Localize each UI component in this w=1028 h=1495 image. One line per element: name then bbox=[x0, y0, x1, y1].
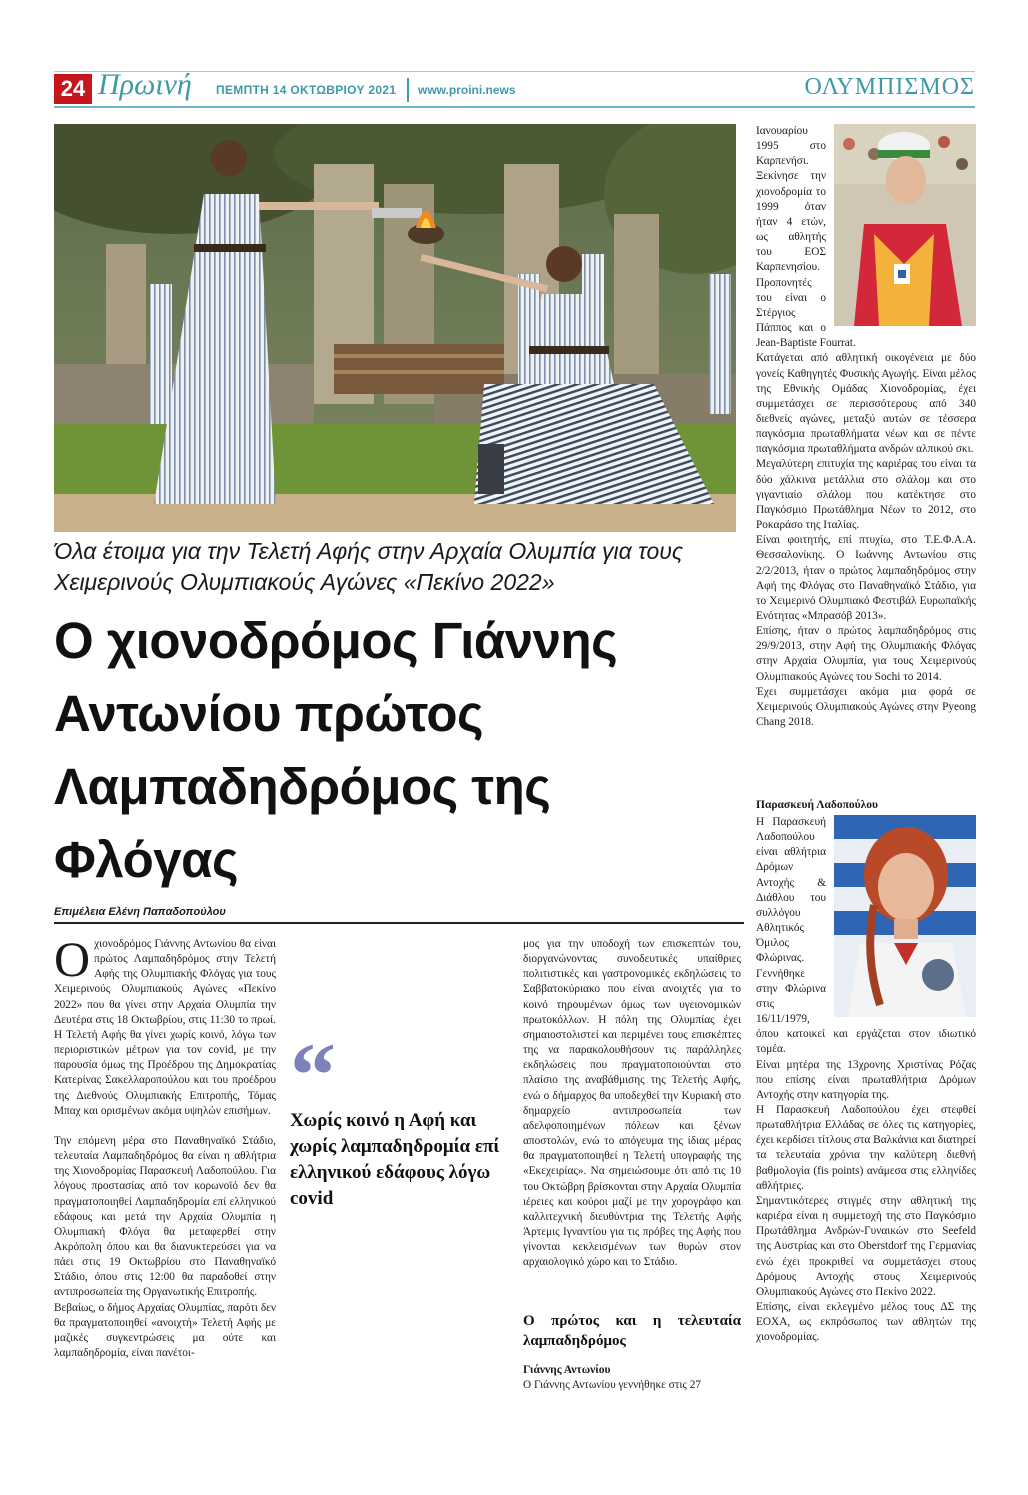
header-separator bbox=[407, 78, 409, 102]
page-number: 24 bbox=[54, 74, 92, 104]
paragraph: Είναι μητέρα της 13χρονης Χριστίνας Ρόζας που επίσης είναι πρωταθλήτρια Δρόμων Αντοχής στην κατηγορία της. bbox=[756, 1058, 976, 1101]
photo-paraskevi-ladopoulou bbox=[834, 815, 976, 1017]
article-headline: Ο χιονοδρόμος Γιάννης Αντωνίου πρώτος Λαμπαδηδρόμος της Φλόγας bbox=[54, 612, 618, 888]
photo-giannis-antoniou bbox=[834, 124, 976, 326]
paragraph: Την επόμενη μέρα στο Παναθηναϊκό Στάδιο, τελευταία Λαμπαδηδρόμος θα είναι η αθλήτρια της Χιονοδρομίας Παρασκευή Λαδοπούλου. Για λόγους προστασίας από τον κορωνοϊό δεν θα πραγματοποιηθεί Λαμπαδηδρομία επί ελληνικού εδάφους και μετά την Αρχαία Ολυμπία η Ολυμπιακή Φλόγα θα μεταφερθεί στην Ακρόπολη όπου και θα διανυκτερεύσει για να πάει στις 19 Οκτωβρίου στο Παναθηναϊκό Στάδιο, όπου στις 12:00 θα παραδοθεί στην αντιπροσωπεία της Οργανωτικής Επιτροπής. bbox=[54, 1134, 276, 1299]
article-byline: Επιμέλεια Ελένη Παπαδοπούλου bbox=[54, 906, 226, 918]
masthead-logo: Πρωινή bbox=[98, 68, 192, 101]
body-column-1 bbox=[54, 937, 276, 1417]
paragraph: Έχει συμμετάσχει ακόμα μια φορά σε Χειμερινούς Ολυμπιακούς Αγώνες στην Pyeong Chang 2018. bbox=[756, 685, 976, 729]
page-header bbox=[54, 68, 975, 106]
body-column-3-bottom bbox=[756, 798, 976, 1424]
byline-rule bbox=[54, 922, 744, 924]
quote-mark-icon: “ bbox=[290, 1024, 336, 1126]
article-kicker: Όλα έτοιμα για την Τελετή Αφής στην Αρχαία Ολυμπία για τους Χειμερινούς Ολυμπιακούς Αγώνες «Πεκίνο 2022» bbox=[54, 538, 684, 595]
header-rule bbox=[54, 106, 975, 108]
paragraph: Είναι φοιτητής, επί πτυχίω, στο Τ.Ε.Φ.Α.Α. Θεσσαλονίκης. Ο Ιωάννης Αντωνίου στις 2/2/2013, ήταν ο πρώτος λαμπαδηδρόμος στην Αφή της Φλόγας στο Παναθηναϊκό Στάδιο, για το Χειμερινό Ολυμπιακό Φεστιβάλ Ευρωπαϊκής Ενότητας «Μπρασόβ 2013». bbox=[756, 534, 976, 622]
paragraph: Η Παρασκευή Λαδοπούλου είναι αθλήτρια Δρόμων Αντοχής & Διάθλου του συλλόγου Αθλητικός Όμιλος Φλώρινας. Γεννήθηκε στην Φλώρινα στις 16/11/1979, όπου κατοικεί και εργάζεται στον ιδιωτικό τομέα. bbox=[756, 816, 976, 1056]
issue-date: ΠΕΜΠΤΗ 14 ΟΚΤΩΒΡΙΟΥ 2021 bbox=[216, 83, 397, 97]
paragraph: Η Παρασκευή Λαδοπούλου έχει στεφθεί πρωταθλήτρια Ελλάδας σε όλες τις κατηγορίες, έχει κερδίσει τίτλους στα Βαλκάνια και διατηρεί τα τελευταία χρόνια την καλύτερη διεθνή βαθμολογία (fis points) ανάμεσα στις ελληνίδες αθλήτριες. bbox=[756, 1103, 976, 1192]
body-column-2 bbox=[523, 937, 741, 1393]
paragraph: Σημαντικότερες στιγμές στην αθλητική της καριέρα είναι η συμμετοχή της στο Παγκόσμιο Πρωτάθλημα Ανδρών-Γυναικών στο Seefeld της Αυστρίας και στο Oberstdorf της Γερμανίας ενώ έχει προκριθεί να συμμετάσχει στους Δρόμους Αντοχής στους Χειμερινούς Ολυμπιακούς Αγώνες στο Πεκίνο 2022. bbox=[756, 1194, 976, 1298]
pull-quote bbox=[290, 1024, 510, 1212]
paragraph-text: χιονοδρόμος Γιάννης Αντωνίου θα είναι πρώτος Λαμπαδηδρόμος στην Τελετή Αφής της Ολυμπιακής Φλόγας για τους Χειμερινούς Ολυμπιακούς Αγώνες «Πεκίνο 2022» που θα γίνει στην Αρχαία Ολυμπία την Δευτέρα στις 18 Οκτωβρίου, στις 11:30 το πρωί. Η Τελετή Αφής θα γίνει χωρίς κοινό, λόγω των περιοριστικών μέτρων για τον covid, με την παρουσία όμως της Προέδρου της Δημοκρατίας Κατερίνας Σακελλαροπούλου και του προέδρου της Διεθνούς Ολυμπιακής Επιτροπής, Τόμας Μπαχ και ορισμένων ακόμα υψηλών επισήμων. bbox=[54, 938, 276, 1117]
paragraph: Κατάγεται από αθλητική οικογένεια με δύο γονείς Καθηγητές Φυσικής Αγωγής. Είναι μέλος της Εθνικής Ομάδας Χιονοδρομίας, έχει συμμετάσχει σε περισσότερους από 340 διεθνείς αγώνες, μεταξύ αυτών σε τέσσερα παγκόσμια πρωταθλήματα νέων και σε πέντε παγκόσμια πρωταθλήματα ανδρών αλπικού σκι. bbox=[756, 352, 976, 456]
pull-quote-text: Χωρίς κοινό η Αφή και χωρίς λαμπαδηδρομία επί ελληνικού εδάφους λόγω covid bbox=[290, 1110, 500, 1209]
main-photo-flame-ceremony bbox=[54, 124, 736, 532]
athlete-name-heading: Παρασκευή Λαδοπούλου bbox=[756, 799, 878, 811]
drop-cap: Ο bbox=[54, 937, 91, 987]
paragraph: Επίσης, είναι εκλεγμένο μέλος τους ΔΣ της ΕΟΧΑ, ως εκπρόσωπος των αθλητών της χιονοδρομίας. bbox=[756, 1301, 976, 1344]
website-url: www.proini.news bbox=[418, 83, 516, 97]
section-title: ΟΛΥΜΠΙΣΜΟΣ bbox=[804, 74, 975, 100]
athlete-name-heading: Γιάννης Αντωνίου bbox=[523, 1364, 611, 1376]
body-column-3-top bbox=[756, 124, 976, 766]
paragraph: Μεγαλύτερη επιτυχία της καριέρας του είναι τα δύο χάλκινα μετάλλια στο σλάλομ και στο γιγαντιαίο σλάλομ που κατέκτησε στο Παγκόσμιο Πρωτάθλημα Νέων το 2012, στο Ροκαράσο της Ιταλίας. bbox=[756, 458, 976, 532]
paragraph: μος για την υποδοχή των επισκεπτών του, διοργανώνοντας συνοδευτικές υπαίθριες πολιτιστικές και γαστρονομικές εκδηλώσεις το Σαββατοκύριακο που είναι ανοιχτές για το κοινό τηρουμένων όμως των υγειονομικών πρωτοκόλλων. Η πόλη της Ολυμπίας έχει σημαιοστολιστεί και περιμένει τους επισκέπτες της να παρακολουθήσουν τις παράλληλες εκδηλώσεις που πραγματοποιούνται στο πλαίσιο της αναβάθμισης της Τελετής Αφής, ενώ ο δήμαρχος θα υποδεχθεί την Κυριακή στο δημαρχείο αντιπροσωπεία των αδελφοποιημένων πόλεων και ξένων αποστολών, ενώ το απόγευμα της ίδιας μέρας θα πραγματοποιηθεί η Τελετή υπογραφής της «Εκεχειρίας». Να σημειώσουμε ότι από τις 10 του Οκτώβρη βρίσκονται στην Αρχαία Ολυμπία ιέρειες και κούροι μαζί με την χορογράφο και καλλιτεχνική διευθύντρια της Τελετής Αφής Άρτεμις Ιγναντίου για τις πρόβες της Αφής που γίνονται κεκλεισμένων των θυρών στον αρχαιολογικό χώρο και το Στάδιο. bbox=[523, 938, 741, 1269]
paragraph: Ιανουαρίου 1995 στο Καρπενήσι. Ξεκίνησε την χιονοδρομία το 1999 όταν ήταν 4 ετών, ως αθλητής του ΕΟΣ Καρπενησίου. Προπονητές του είναι ο Στέργιος Πάππος και ο Jean-Baptiste Fourrat. bbox=[756, 125, 856, 350]
paragraph bbox=[54, 937, 276, 1119]
paragraph: Ο Γιάννης Αντωνίου γεννήθηκε στις 27 bbox=[523, 1379, 701, 1391]
subheading: Ο πρώτος και η τελευταία λαμπαδηδρόμος bbox=[523, 1313, 741, 1349]
paragraph: Βεβαίως, ο δήμος Αρχαίας Ολυμπίας, παρότι δεν θα πραγματοποιηθεί «ανοιχτή» Τελετή Αφής με μαζικές συγκεντρώσεις μα ούτε και λαμπαδηδρομία, είναι πανέτοι- bbox=[54, 1301, 276, 1360]
paragraph: Επίσης, ήταν ο πρώτος λαμπαδηδρόμος στις 29/9/2013, στην Αφή της Ολυμπιακής Φλόγας στην Αρχαία Ολυμπία, για τους Χειμερινούς Ολυμπιακούς Αγώνες του Sochi το 2014. bbox=[756, 625, 976, 683]
